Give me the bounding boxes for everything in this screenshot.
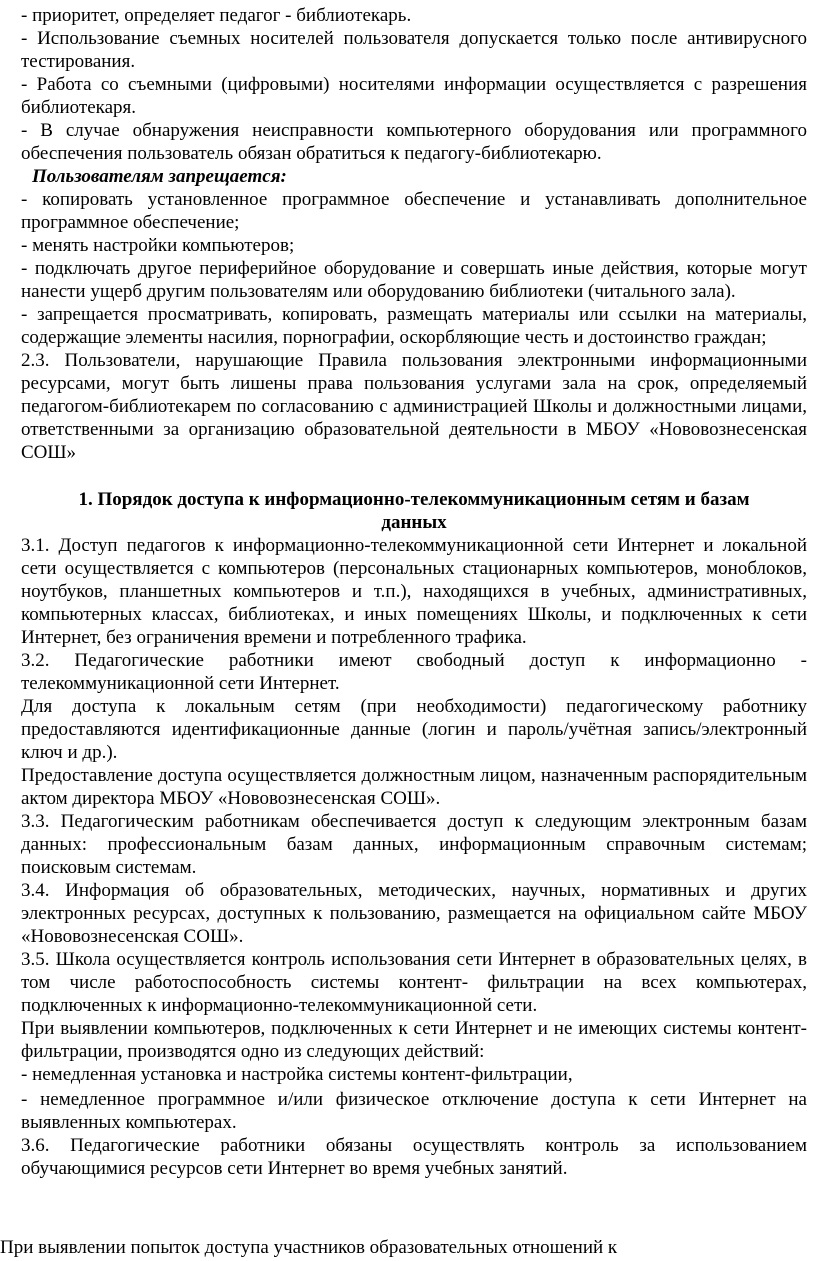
paragraph-disconnect: - немедленное программное и/или физическое отключение доступа к сети Интернет на выявленных компьютерах.	[21, 1089, 807, 1133]
paragraph-removable-media-permission: - Работа со съемными (цифровыми) носителями информации осуществляется с разрешения библиотекаря.	[21, 74, 807, 118]
paragraph-priority: - приоритет, определяет педагог - библиотекарь.	[21, 5, 412, 26]
paragraph-2-3: 2.3. Пользователи, нарушающие Правила пользования электронными информационными ресурсами, могут быть лишены права пользования услугами зала на срок, определяемый педагогом-библиотекарем по согласованию с администрацией Школы и должностными лицами, ответственными за организацию образовательной деятельности в МБОУ «Нововознесенская СОШ»	[21, 350, 807, 463]
section-title: 1. Порядок доступа к информационно-телекоммуникационным сетям и базам данных	[78, 489, 750, 533]
paragraph-install-filter: - немедленная установка и настройка системы контент-фильтрации,	[21, 1064, 573, 1085]
paragraph-3-5: 3.5. Школа осуществляется контроль использования сети Интернет в образовательных целях, в том числе работоспособность системы контент- фильтрации на всех компьютерах, подключенных к информационно-телекоммуникационной сети.	[21, 949, 807, 1016]
prohibited-item-materials: - запрещается просматривать, копировать, размещать материалы или ссылки на материалы, содержащие элементы насилия, порнографии, оскорбляющие честь и достоинство граждан;	[21, 304, 807, 348]
prohibited-item-settings: - менять настройки компьютеров;	[21, 235, 295, 256]
paragraph-last-line: При выявлении попыток доступа участников образовательных отношений к	[0, 1237, 618, 1258]
document-body	[21, 4, 807, 1180]
paragraph-3-6: 3.6. Педагогические работники обязаны осуществлять контроль за использованием обучающимися ресурсов сети Интернет во время учебных занятий.	[21, 1135, 807, 1179]
paragraph-3-2: 3.2. Педагогические работники имеют свободный доступ к информационно - телекоммуникационной сети Интернет.	[21, 650, 807, 694]
paragraph-removable-media-testing: - Использование съемных носителей пользователя допускается только после антивирусного тестирования.	[21, 28, 807, 72]
prohibited-item-peripherals: - подключать другое периферийное оборудование и совершать иные действия, которые могут нанести ущерб другим пользователям или оборудованию библиотеки (читального зала).	[21, 258, 807, 302]
paragraph-3-3: 3.3. Педагогическим работникам обеспечивается доступ к следующим электронным базам данных: профессиональным базам данных, информационным справочным системам; поисковым системам.	[21, 811, 807, 878]
prohibited-item-copy-software: - копировать установленное программное обеспечение и устанавливать дополнительное программное обеспечение;	[21, 189, 807, 233]
prohibited-heading: Пользователям запрещается:	[32, 166, 287, 187]
paragraph-malfunction: - В случае обнаружения неисправности компьютерного оборудования или программного обеспечения пользователь обязан обратиться к педагогу-библиотекарю.	[21, 120, 807, 164]
paragraph-detection: При выявлении компьютеров, подключенных к сети Интернет и не имеющих системы контент-фильтрации, производятся одно из следующих действий:	[21, 1018, 807, 1062]
paragraph-access-provision: Предоставление доступа осуществляется должностным лицом, назначенным распорядительным актом директора МБОУ «Нововознесенская СОШ».	[21, 765, 807, 809]
paragraph-local-networks: Для доступа к локальным сетям (при необходимости) педагогическому работнику предоставляются идентификационные данные (логин и пароль/учётная запись/электронный ключ и др.).	[21, 696, 807, 763]
paragraph-3-1: 3.1. Доступ педагогов к информационно-телекоммуникационной сети Интернет и локальной сети осуществляется с компьютеров (персональных стационарных компьютеров, моноблоков, ноутбуков, планшетных компьютеров и т.п.), находящихся в учебных, административных, компьютерных классах, библиотеках, и иных помещениях Школы, и подключенных к сети Интернет, без ограничения времени и потребленного трафика.	[21, 535, 807, 648]
paragraph-3-4: 3.4. Информация об образовательных, методических, научных, нормативных и других электронных ресурсах, доступных к пользованию, размещается на официальном сайте МБОУ «Нововознесенская СОШ».	[21, 880, 807, 947]
